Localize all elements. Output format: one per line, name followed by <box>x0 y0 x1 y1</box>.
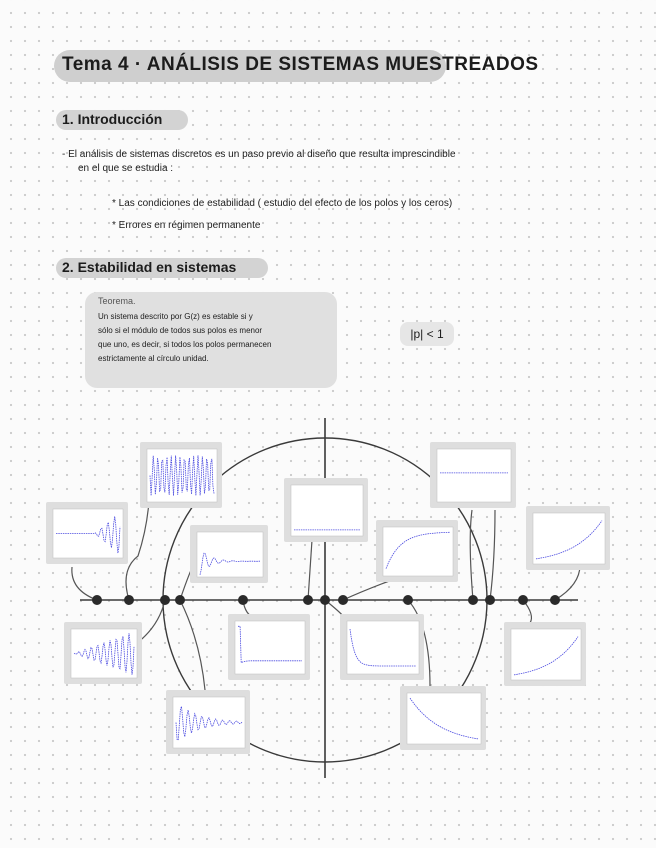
pole-dot <box>238 595 248 605</box>
pole-dot <box>320 595 330 605</box>
pole-dot <box>518 595 528 605</box>
theorem-line: estrictamente al círculo unidad. <box>98 354 209 363</box>
pole-dot <box>303 595 313 605</box>
pole-dot <box>550 595 560 605</box>
pole-dot <box>338 595 348 605</box>
theorem-line: sólo si el módulo de todos sus polos es menor <box>98 326 263 335</box>
thumbnail-plot-area <box>235 621 305 674</box>
section-1-heading: 1. Introducción <box>62 111 163 127</box>
pole-dot <box>92 595 102 605</box>
thumbnail-plot-area <box>437 449 511 502</box>
poles <box>92 595 560 605</box>
section-2-heading: 2. Estabilidad en sistemas <box>62 259 237 275</box>
thumbnail-plot-area <box>533 513 605 564</box>
intro-line-2: en el que se estudia : <box>78 163 174 174</box>
thumbnail-plot-area <box>407 693 481 744</box>
theorem-line: que uno, es decir, si todos los polos permanecen <box>98 340 272 349</box>
bullet-stability: * Las condiciones de estabilidad ( estudio del efecto de los polos y los ceros) <box>112 198 453 209</box>
theorem-title: Teorema. <box>98 296 136 306</box>
pole-dot <box>160 595 170 605</box>
pole-dot <box>468 595 478 605</box>
thumbnail-plot-area <box>173 697 245 748</box>
theorem-line: Un sistema descrito por G(z) es estable si y <box>98 312 253 321</box>
pole-dot <box>175 595 185 605</box>
pole-dot <box>403 595 413 605</box>
thumbnail-plot-area <box>383 527 453 576</box>
pole-dot <box>485 595 495 605</box>
pole-dot <box>124 595 134 605</box>
stability-condition: |p| < 1 <box>410 327 444 341</box>
thumbnail-plot-area <box>197 532 263 577</box>
page-title: Tema 4 · ANÁLISIS DE SISTEMAS MUESTREADOS <box>62 54 539 75</box>
intro-line-1: - El análisis de sistemas discretos es un paso previo al diseño que resulta imprescindible <box>62 149 456 160</box>
thumbnail-plot-area <box>291 485 363 536</box>
thumbnail-plot-area <box>511 629 581 680</box>
bullet-errors: * Errores en régimen permanente <box>112 220 261 231</box>
thumbnail-plot-area <box>147 449 217 502</box>
